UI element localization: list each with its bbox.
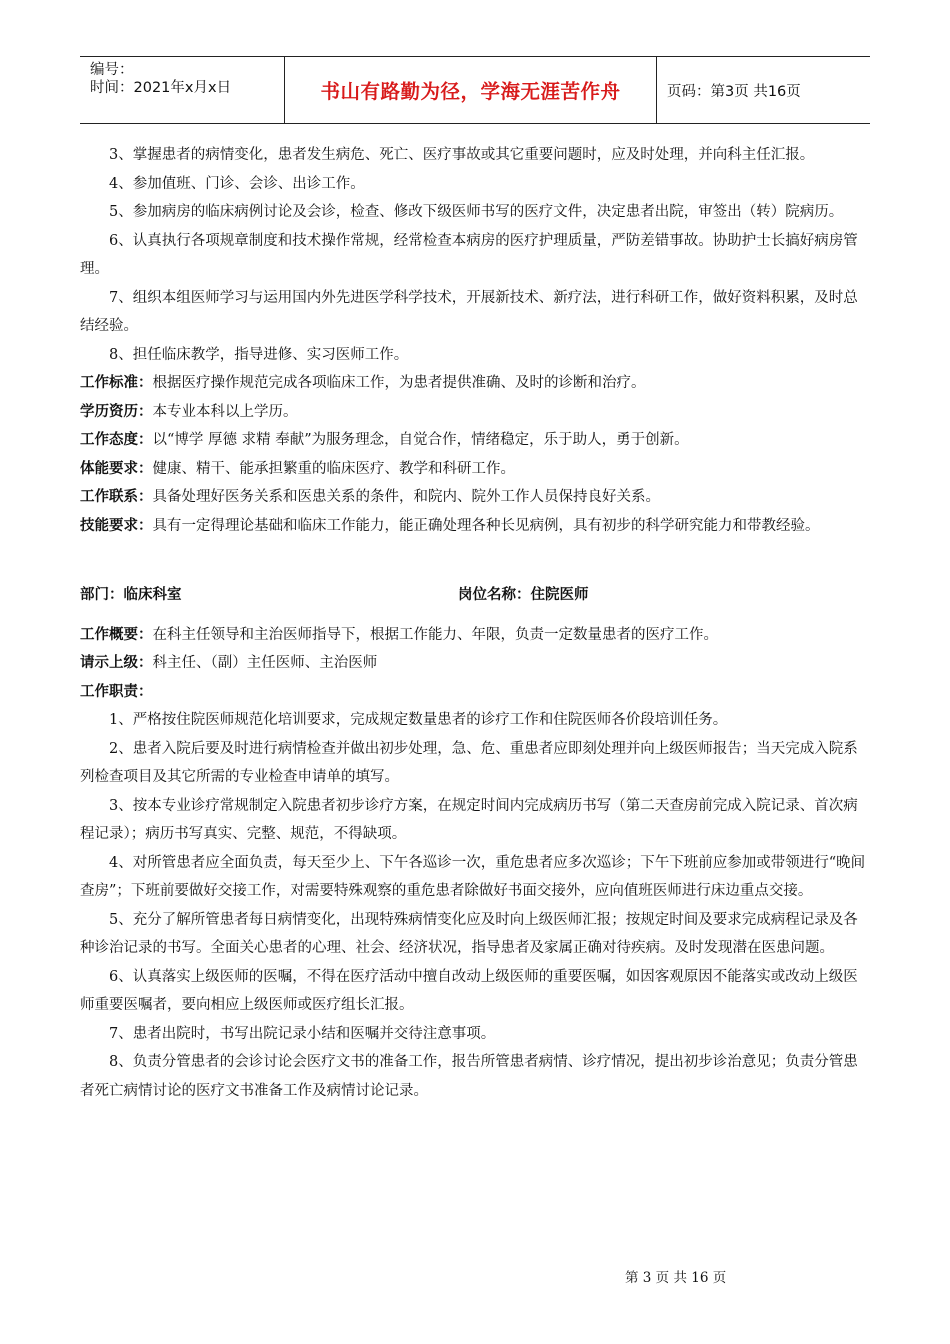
header-meta [80,57,285,123]
field-text: 科主任、（副）主任医师、主治医师 [152,655,378,671]
header-motto: 书山有路勤为径，学海无涯苦作舟 [285,57,657,123]
duty-item: 1、严格按住院医师规范化培训要求，完成规定数量患者的诊疗工作和住院医师各价段培训任务。 [109,712,728,728]
field-report-to [80,649,870,678]
document-code: 编号： [90,62,134,78]
duty-item: 2、患者入院后要及时进行病情检查并做出初步处理，急、危、重患者应即刻处理并向上级医师报告；当天完成入院系列检查项目及其它所需的专业检查申请单的填写。 [80,740,858,785]
department-row [80,581,870,610]
field-attitude [80,426,870,455]
field-label: 工作态度： [80,432,153,448]
duty-item: 3、按本专业诊疗常规制定入院患者初步诊疗方案，在规定时间内完成病历书写（第二天查房前完成入院记录、首次病程记录）；病历书写真实、完整、规范，不得缺项。 [80,797,858,842]
field-label: 工作概要： [80,626,153,643]
duty-item: 6、认真执行各项规章制度和技术操作常规，经常检查本病房的医疗护理质量，严防差错事故。协助护士长搞好病房管理。 [80,232,858,277]
field-label: 学历资历： [80,403,153,420]
duty-item: 6、认真落实上级医师的医嘱，不得在医疗活动中擅自改动上级医师的重要医嘱，如因客观原因不能落实或改动上级医师重要医嘱者，要向相应上级医师或医疗组长汇报。 [80,968,858,1013]
duty-item: 8、担任临床教学，指导进修、实习医师工作。 [109,346,409,363]
field-work-standard [80,369,870,398]
field-text: 本专业本科以上学历。 [152,403,298,420]
field-physical [80,455,870,484]
field-label: 工作标准： [80,375,153,391]
field-summary [80,621,870,650]
duty-item: 4、对所管患者应全面负责，每天至少上、下午各巡诊一次，重危患者应多次巡诊；下午下班前应参加或带领进行“晚间查房”；下班前要做好交接工作，对需要特殊观察的重危患者除做好书面交接外，应向值班医师进行床边重点交接。 [80,854,866,899]
department-name: 部门：临床科室 [80,587,182,603]
page-footer: 第 3 页 共 16 页 [625,1270,727,1286]
field-text: 以“博学 厚德 求精 奉献”为服务理念，自觉合作，情绪稳定，乐于助人，勇于创新。 [152,432,689,448]
field-text: 具有一定得理论基础和临床工作能力，能正确处理各种长见病例，具有初步的科学研究能力和带教经验。 [152,517,820,534]
field-text: 具备处理好医务关系和医患关系的条件，和院内、院外工作人员保持良好关系。 [152,489,660,505]
field-skills [80,512,870,541]
duty-item: 8、负责分管患者的会诊讨论会医疗文书的准备工作，报告所管患者病情、诊疗情况，提出初步诊治意见；负责分管患者死亡病情讨论的医疗文书准备工作及病情讨论记录。 [80,1054,858,1099]
duty-item: 5、充分了解所管患者每日病情变化，出现特殊病情变化应及时向上级医师汇报；按规定时间及要求完成病程记录及各种诊治记录的书写。全面关心患者的心理、社会、经济状况，指导患者及家属正确对待疾病。及时发现潜在医患问题。 [80,911,858,956]
document-body [80,141,870,1105]
header-page-info: 页码：第3页 共16页 [667,83,801,100]
duty-item: 7、患者出院时，书写出院记录小结和医嘱并交待注意事项。 [109,1025,496,1042]
field-label: 体能要求： [80,460,153,477]
field-duties [80,678,870,707]
field-label: 技能要求： [80,517,153,534]
field-text: 在科主任领导和主治医师指导下，根据工作能力、年限，负责一定数量患者的医疗工作。 [152,626,718,643]
field-education [80,398,870,427]
duty-item: 7、组织本组医师学习与运用国内外先进医学科学技术，开展新技术、新疗法，进行科研工作，做好资料积累，及时总结经验。 [80,289,858,334]
field-label: 工作职责： [80,683,153,700]
field-label: 请示上级： [80,655,153,671]
position-name: 岗位名称：住院医师 [458,587,589,603]
field-text: 健康、精干、能承担繁重的临床医疗、教学和科研工作。 [152,460,515,477]
document-date: 时间：2021年x月x日 [90,80,232,96]
duty-item: 4、参加值班、门诊、会诊、出诊工作。 [109,175,365,192]
field-label: 工作联系： [80,489,153,505]
document-header [80,56,870,124]
field-text: 根据医疗操作规范完成各项临床工作，为患者提供准确、及时的诊断和治疗。 [152,375,646,391]
field-relations [80,483,870,512]
duty-item: 3、掌握患者的病情变化，患者发生病危、死亡、医疗事故或其它重要问题时，应及时处理，并向科主任汇报。 [109,147,815,163]
duty-item: 5、参加病房的临床病例讨论及会诊，检查、修改下级医师书写的医疗文件，决定患者出院，审签出（转）院病历。 [109,204,844,220]
